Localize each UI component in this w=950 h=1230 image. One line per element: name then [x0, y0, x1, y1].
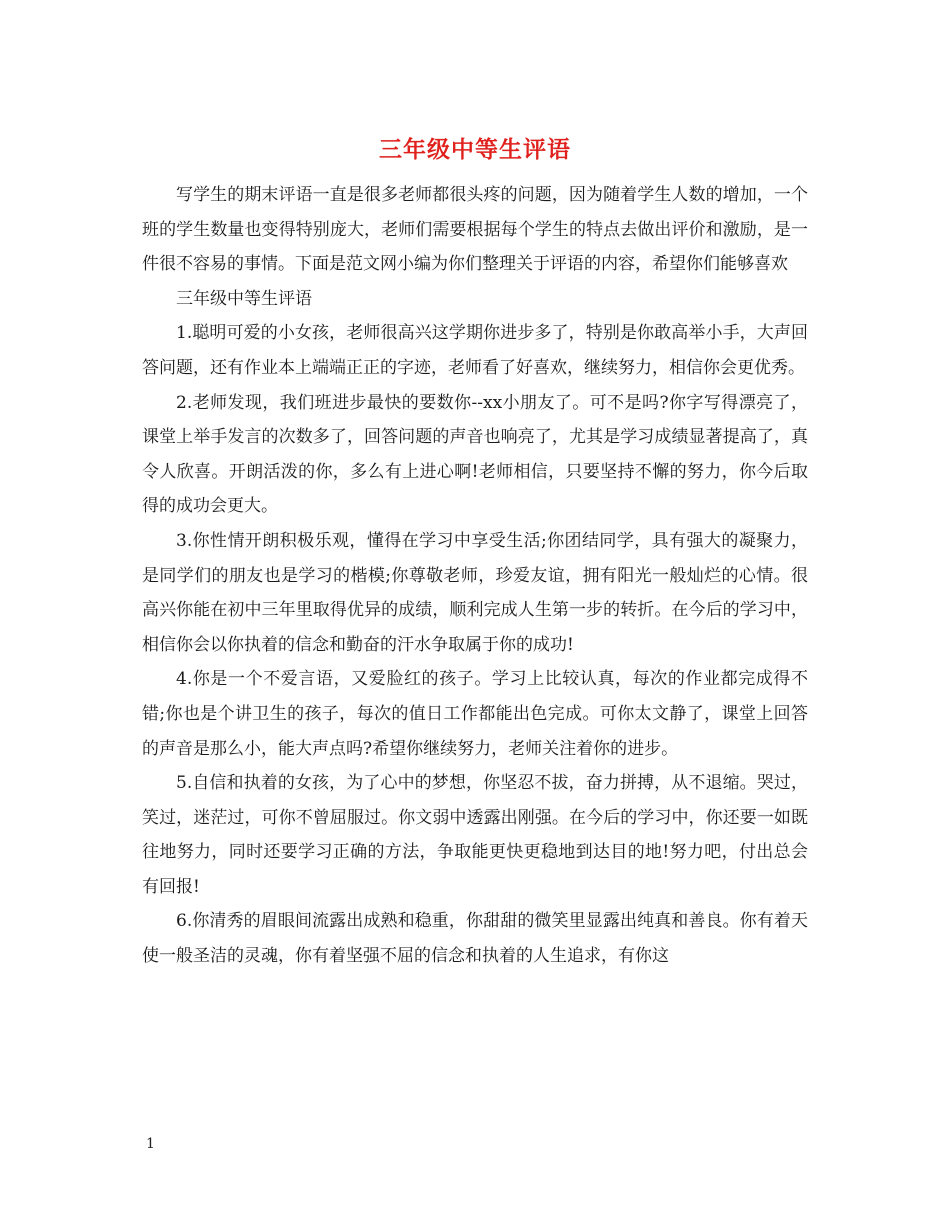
comment-paragraph-5: 5.自信和执着的女孩，为了心中的梦想，你坚忍不拔，奋力拼搏，从不退缩。哭过，笑过，迷茫过，可你不曾屈服过。你文弱中透露出刚强。在今后的学习中，你还要一如既往地努力，同时还要学习正确的方法，争取能更快更稳地到达目的地!努力吧，付出总会有回报! [142, 773, 808, 897]
intro-paragraph: 写学生的期末评语一直是很多老师都很头疼的问题，因为随着学生人数的增加，一个班的学生数量也变得特别庞大，老师们需要根据每个学生的特点去做出评价和激励，是一件很不容易的事情。下面是范文网小编为你们整理关于评语的内容，希望你们能够喜欢 [142, 185, 808, 275]
section-heading: 三年级中等生评语 [176, 288, 312, 309]
document-title: 三年级中等生评语 [379, 136, 571, 163]
document-body [142, 178, 808, 974]
comment-paragraph-1: 1.聪明可爱的小女孩，老师很高兴这学期你进步多了，特别是你敢高举小手，大声回答问题，还有作业本上端端正正的字迹，老师看了好喜欢，继续努力，相信你会更优秀。 [142, 323, 808, 378]
comment-paragraph-3: 3.你性情开朗积极乐观，懂得在学习中享受生活;你团结同学，具有强大的凝聚力，是同学们的朋友也是学习的楷模;你尊敬老师，珍爱友谊，拥有阳光一般灿烂的心情。很高兴你能在初中三年里取得优异的成绩，顺利完成人生第一步的转折。在今后的学习中，相信你会以你执着的信念和勤奋的汗水争取属于你的成功! [142, 530, 808, 655]
comment-paragraph-2: 2.老师发现，我们班进步最快的要数你--xx小朋友了。可不是吗?你字写得漂亮了，课堂上举手发言的次数多了，回答问题的声音也响亮了，尤其是学习成绩显著提高了，真令人欣喜。开朗活泼的你，多么有上进心啊!老师相信，只要坚持不懈的努力，你今后取得的成功会更大。 [142, 392, 808, 517]
comment-paragraph-6: 6.你清秀的眉眼间流露出成熟和稳重，你甜甜的微笑里显露出纯真和善良。你有着天使一般圣洁的灵魂，你有着坚强不屈的信念和执着的人生追求，有你这 [142, 911, 808, 967]
comment-paragraph-4: 4.你是一个不爱言语，又爱脸红的孩子。学习上比较认真，每次的作业都完成得不错;你也是个讲卫生的孩子，每次的值日工作都能出色完成。可你太文静了，课堂上回答的声音是那么小，能大声点吗?希望你继续努力，老师关注着你的进步。 [142, 669, 808, 759]
page-number: 1 [146, 1136, 155, 1152]
